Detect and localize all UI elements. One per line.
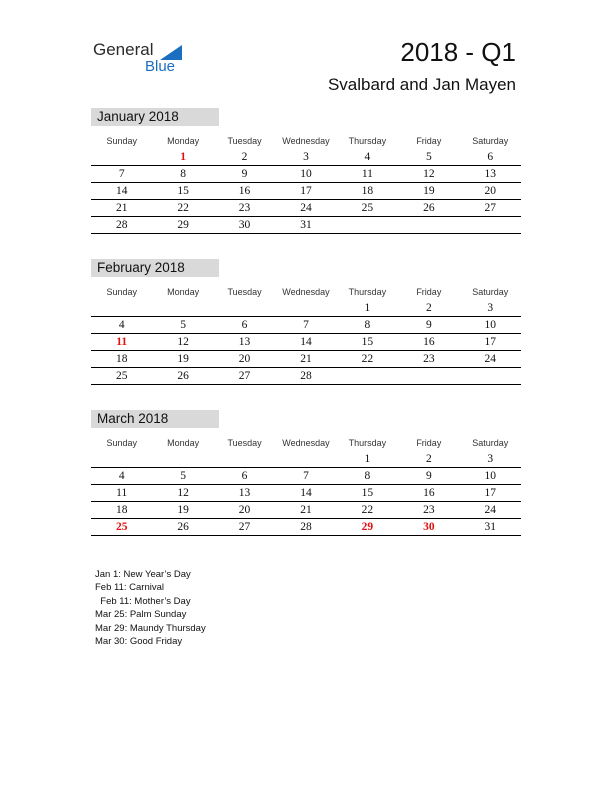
day-cell: 10	[275, 166, 336, 183]
day-cell: 19	[152, 351, 213, 368]
weekday-label: Sunday	[106, 437, 137, 448]
day-cell: 5	[152, 468, 213, 485]
day-cell: 2	[214, 149, 275, 166]
day-cell: 16	[398, 485, 459, 502]
weekday-label: Sunday	[106, 135, 137, 146]
day-cell: 5	[152, 317, 213, 334]
holiday-note: Feb 11: Mother’s Day	[95, 595, 191, 607]
day-cell: 18	[337, 183, 398, 200]
day-cell: 26	[398, 200, 459, 217]
day-cell: 20	[460, 183, 521, 200]
day-cell: 19	[152, 502, 213, 519]
day-cell: 22	[337, 502, 398, 519]
weekday-header-row	[91, 132, 521, 149]
day-cell: 4	[91, 317, 152, 334]
day-cell: 23	[214, 200, 275, 217]
day-cell: 15	[337, 334, 398, 351]
day-cell: 23	[398, 502, 459, 519]
weekday-label: Monday	[167, 286, 200, 297]
week-row	[91, 217, 521, 234]
week-row	[91, 485, 521, 502]
weekday-label: Thursday	[348, 437, 387, 448]
day-cell: 2	[398, 300, 459, 317]
holiday-note: Jan 1: New Year’s Day	[95, 569, 191, 580]
day-cell: 22	[337, 351, 398, 368]
day-cell: 12	[152, 485, 213, 502]
day-cell: 29	[337, 519, 398, 536]
logo-word-general: General	[93, 40, 154, 59]
day-cell: 9	[398, 317, 459, 334]
week-row	[91, 334, 521, 351]
day-cell: 14	[275, 334, 336, 351]
weekday-label: Saturday	[472, 286, 509, 297]
day-cell: 14	[91, 183, 152, 200]
empty-day-cell	[152, 451, 213, 468]
day-cell: 16	[214, 183, 275, 200]
day-cell: 6	[214, 468, 275, 485]
day-cell: 1	[337, 451, 398, 468]
weekday-label: Sunday	[106, 286, 137, 297]
day-cell: 24	[460, 351, 521, 368]
day-cell: 14	[275, 485, 336, 502]
day-cell: 20	[214, 502, 275, 519]
month-january	[91, 108, 521, 234]
day-cell: 27	[214, 368, 275, 385]
weekday-label: Saturday	[472, 437, 509, 448]
page-title: 2018 - Q1	[400, 37, 516, 67]
day-cell: 25	[91, 519, 152, 536]
day-cell: 26	[152, 368, 213, 385]
weekday-label: Friday	[416, 437, 442, 448]
day-cell: 20	[214, 351, 275, 368]
week-row	[91, 149, 521, 166]
empty-day-cell	[337, 217, 398, 234]
day-cell: 10	[460, 468, 521, 485]
weekday-label: Tuesday	[227, 286, 262, 297]
weekday-label: Saturday	[472, 135, 509, 146]
week-row	[91, 317, 521, 334]
day-cell: 13	[214, 334, 275, 351]
week-row	[91, 300, 521, 317]
calendar-grid	[91, 132, 521, 234]
empty-day-cell	[460, 368, 521, 385]
weekday-label: Friday	[416, 135, 442, 146]
day-cell: 6	[460, 149, 521, 166]
day-cell: 6	[214, 317, 275, 334]
empty-day-cell	[214, 451, 275, 468]
empty-day-cell	[275, 300, 336, 317]
week-row	[91, 183, 521, 200]
empty-day-cell	[91, 451, 152, 468]
month-title: February 2018	[91, 259, 219, 277]
day-cell: 7	[91, 166, 152, 183]
month-title: March 2018	[91, 410, 219, 428]
day-cell: 15	[152, 183, 213, 200]
empty-day-cell	[337, 368, 398, 385]
day-cell: 30	[214, 217, 275, 234]
weekday-label: Wednesday	[282, 437, 330, 448]
day-cell: 28	[91, 217, 152, 234]
day-cell: 16	[398, 334, 459, 351]
day-cell: 12	[398, 166, 459, 183]
holiday-note: Feb 11: Carnival	[95, 582, 164, 594]
day-cell: 2	[398, 451, 459, 468]
day-cell: 11	[91, 334, 152, 351]
empty-day-cell	[275, 451, 336, 468]
empty-day-cell	[91, 300, 152, 317]
empty-day-cell	[460, 217, 521, 234]
week-row	[91, 519, 521, 536]
day-cell: 11	[337, 166, 398, 183]
day-cell: 17	[275, 183, 336, 200]
day-cell: 4	[337, 149, 398, 166]
month-title: January 2018	[91, 108, 219, 126]
day-cell: 9	[214, 166, 275, 183]
day-cell: 24	[460, 502, 521, 519]
day-cell: 5	[398, 149, 459, 166]
week-row	[91, 451, 521, 468]
month-march	[91, 410, 521, 536]
weekday-label: Thursday	[348, 135, 387, 146]
weekday-label: Thursday	[348, 286, 387, 297]
day-cell: 11	[91, 485, 152, 502]
weekday-label: Monday	[167, 135, 200, 146]
day-cell: 1	[152, 149, 213, 166]
holiday-note: Mar 30: Good Friday	[95, 635, 183, 647]
day-cell: 18	[91, 502, 152, 519]
calendar-grid	[91, 283, 521, 385]
weekday-label: Tuesday	[227, 437, 262, 448]
day-cell: 19	[398, 183, 459, 200]
day-cell: 31	[275, 217, 336, 234]
weekday-label: Monday	[167, 437, 200, 448]
holiday-note: Mar 29: Maundy Thursday	[95, 622, 206, 634]
day-cell: 17	[460, 485, 521, 502]
day-cell: 8	[337, 317, 398, 334]
week-row	[91, 200, 521, 217]
month-february	[91, 259, 521, 385]
empty-day-cell	[91, 149, 152, 166]
generalblue-logo	[93, 40, 188, 80]
weekday-label: Wednesday	[282, 135, 330, 146]
day-cell: 3	[460, 300, 521, 317]
weekday-label: Wednesday	[282, 286, 330, 297]
day-cell: 25	[337, 200, 398, 217]
day-cell: 30	[398, 519, 459, 536]
holiday-note: Mar 25: Palm Sunday	[95, 609, 187, 621]
day-cell: 25	[91, 368, 152, 385]
empty-day-cell	[398, 368, 459, 385]
day-cell: 1	[337, 300, 398, 317]
day-cell: 18	[91, 351, 152, 368]
day-cell: 7	[275, 317, 336, 334]
week-row	[91, 502, 521, 519]
day-cell: 10	[460, 317, 521, 334]
day-cell: 12	[152, 334, 213, 351]
day-cell: 8	[152, 166, 213, 183]
logo-word-blue: Blue	[145, 58, 176, 75]
week-row	[91, 368, 521, 385]
day-cell: 8	[337, 468, 398, 485]
day-cell: 21	[91, 200, 152, 217]
holiday-notes	[95, 568, 206, 648]
day-cell: 13	[214, 485, 275, 502]
day-cell: 23	[398, 351, 459, 368]
week-row	[91, 351, 521, 368]
country-name: Svalbard and Jan Mayen	[327, 75, 516, 94]
calendar-grid	[91, 434, 521, 536]
day-cell: 13	[460, 166, 521, 183]
day-cell: 17	[460, 334, 521, 351]
day-cell: 3	[460, 451, 521, 468]
day-cell: 29	[152, 217, 213, 234]
week-row	[91, 468, 521, 485]
weekday-header-row	[91, 283, 521, 300]
day-cell: 4	[91, 468, 152, 485]
day-cell: 9	[398, 468, 459, 485]
day-cell: 27	[214, 519, 275, 536]
week-row	[91, 166, 521, 183]
day-cell: 7	[275, 468, 336, 485]
weekday-label: Tuesday	[227, 135, 262, 146]
day-cell: 3	[275, 149, 336, 166]
day-cell: 21	[275, 502, 336, 519]
day-cell: 28	[275, 519, 336, 536]
day-cell: 31	[460, 519, 521, 536]
day-cell: 26	[152, 519, 213, 536]
day-cell: 24	[275, 200, 336, 217]
empty-day-cell	[152, 300, 213, 317]
day-cell: 15	[337, 485, 398, 502]
empty-day-cell	[398, 217, 459, 234]
weekday-label: Friday	[416, 286, 442, 297]
day-cell: 21	[275, 351, 336, 368]
day-cell: 27	[460, 200, 521, 217]
empty-day-cell	[214, 300, 275, 317]
weekday-header-row	[91, 434, 521, 451]
day-cell: 28	[275, 368, 336, 385]
day-cell: 22	[152, 200, 213, 217]
